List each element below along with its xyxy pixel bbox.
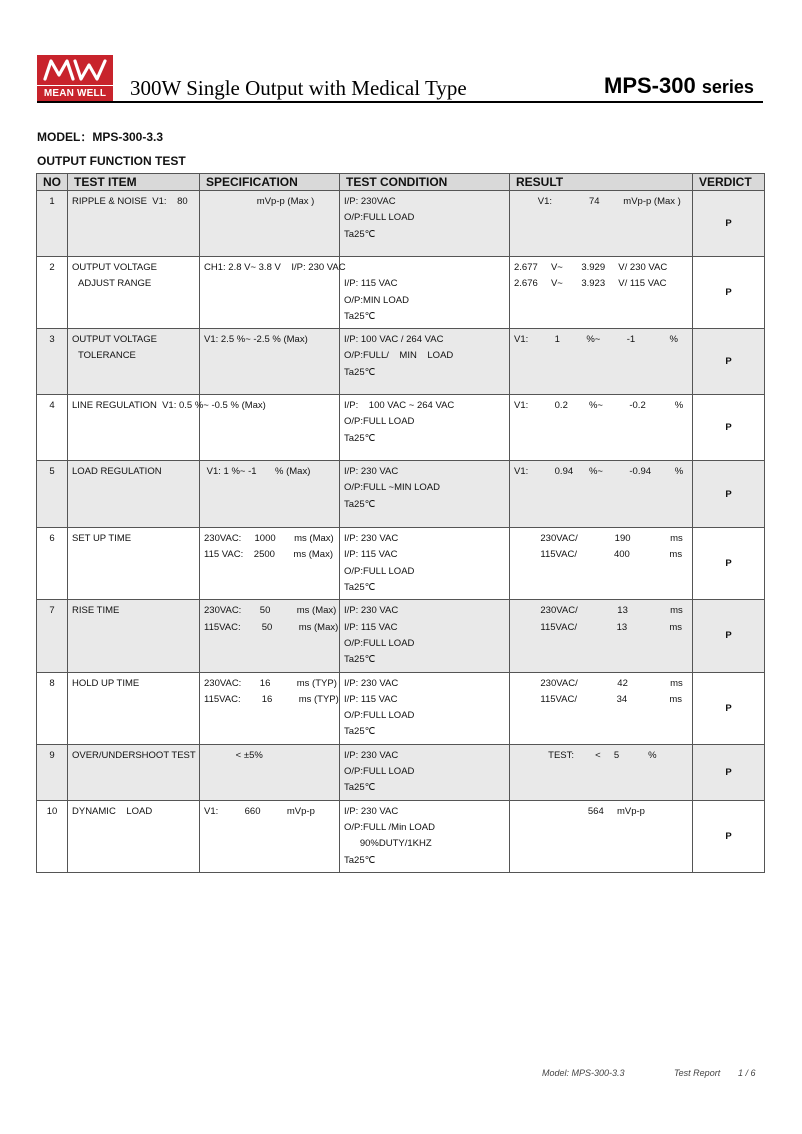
cond-line: I/P: 115 VAC <box>344 621 398 633</box>
cond-line: O/P:MIN LOAD <box>344 294 409 306</box>
cond-line: O/P:FULL LOAD <box>344 637 415 649</box>
item-line: OUTPUT VOLTAGE <box>72 334 157 346</box>
spec-line: < ±5% <box>204 749 263 761</box>
item-line: HOLD UP TIME <box>72 677 140 689</box>
series-name: MPS-300 <box>604 73 696 98</box>
cond-line: Ta25℃ <box>344 310 376 322</box>
cond-line: I/P: 230 VAC <box>344 466 399 478</box>
test-item-cell <box>68 329 200 395</box>
test-item-cell <box>68 672 200 744</box>
test-condition-cell <box>340 800 510 872</box>
cond-line: O/P:FULL LOAD <box>344 416 415 428</box>
row-number <box>37 800 68 872</box>
table-row <box>37 528 765 600</box>
section-title: OUTPUT FUNCTION TEST <box>37 154 186 168</box>
spec-line: 230VAC: 1000 ms (Max) <box>204 533 334 545</box>
cond-line: O/P:FULL ~MIN LOAD <box>344 482 440 494</box>
cond-line: Ta25℃ <box>344 782 376 794</box>
result-cell <box>510 800 693 872</box>
table-row <box>37 800 765 872</box>
series-suffix: series <box>701 77 754 97</box>
table-row <box>37 329 765 395</box>
cond-line: I/P: 230 VAC <box>344 605 399 617</box>
row-number-text: 2 <box>49 262 55 273</box>
result-line: TEST: < 5 % <box>514 749 657 761</box>
test-condition-cell <box>340 395 510 461</box>
row-number <box>37 329 68 395</box>
verdict-cell: P <box>693 395 765 461</box>
test-item-cell <box>68 191 200 257</box>
cond-line: Ta25℃ <box>344 498 376 510</box>
row-number <box>37 191 68 257</box>
col-header-test-item: TEST ITEM <box>68 174 200 191</box>
cond-line: Ta25℃ <box>344 366 376 378</box>
table-header-row <box>37 174 765 191</box>
row-number-text: 1 <box>49 196 55 207</box>
test-item-cell <box>68 600 200 672</box>
result-cell <box>510 257 693 329</box>
spec-line: V1: 1 %~ -1 % (Max) <box>204 466 311 478</box>
cond-line: I/P: 230VAC <box>344 196 396 207</box>
verdict-cell: P <box>693 672 765 744</box>
table-row <box>37 744 765 800</box>
result-cell <box>510 528 693 600</box>
table-body <box>37 191 765 873</box>
footer-model: Model: MPS-300-3.3 <box>542 1068 625 1078</box>
mw-script-icon <box>37 55 113 85</box>
verdict-cell: P <box>693 461 765 528</box>
result-line: 2.676 V~ 3.923 V/ 115 VAC <box>514 278 667 290</box>
result-cell <box>510 395 693 461</box>
result-line: V1: 0.94 %~ -0.94 % <box>514 466 684 478</box>
specification-cell <box>200 191 340 257</box>
verdict-cell: P <box>693 191 765 257</box>
test-condition-cell <box>340 672 510 744</box>
test-condition-cell <box>340 191 510 257</box>
table-row <box>37 600 765 672</box>
cond-line <box>344 260 505 276</box>
spec-line: V1: 2.5 %~ -2.5 % (Max) <box>204 334 308 346</box>
spec-line: 115VAC: 16 ms (TYP) <box>204 693 339 705</box>
output-function-test-table <box>36 173 765 873</box>
result-line: V1: 74 mVp-p (Max ) <box>514 196 681 207</box>
header-divider <box>37 101 763 103</box>
specification-cell <box>200 800 340 872</box>
spec-line: mVp-p (Max ) <box>204 196 315 207</box>
specification-cell <box>200 672 340 744</box>
item-line: SET UP TIME <box>72 533 132 545</box>
test-condition-cell <box>340 461 510 528</box>
specification-cell <box>200 329 340 395</box>
cond-line: I/P: 230 VAC <box>344 533 399 545</box>
test-item-cell <box>68 744 200 800</box>
specification-cell <box>200 600 340 672</box>
footer-report: Test Report <box>674 1068 721 1078</box>
result-line: V1: 0.2 %~ -0.2 % <box>514 400 684 412</box>
cond-line: Ta25℃ <box>344 654 376 666</box>
cond-line: O/P:FULL LOAD <box>344 212 415 224</box>
verdict-cell: P <box>693 800 765 872</box>
cond-line: Ta25℃ <box>344 854 376 866</box>
row-number-text: 6 <box>49 533 55 545</box>
result-line: 115VAC/ 400 ms <box>514 549 683 561</box>
item-line: OUTPUT VOLTAGE <box>72 262 157 273</box>
specification-cell <box>200 257 346 329</box>
row-number-text: 10 <box>46 805 58 817</box>
spec-line: CH1: 2.8 V~ 3.8 V I/P: 230 VAC <box>204 262 346 273</box>
test-condition-cell <box>340 528 510 600</box>
test-item-cell <box>68 528 200 600</box>
item-line: DYNAMIC LOAD <box>72 805 153 817</box>
spec-line: V1: 660 mVp-p <box>204 805 315 817</box>
test-condition-cell <box>340 600 510 672</box>
verdict-cell: P <box>693 744 765 800</box>
cond-line: 90%DUTY/1KHZ <box>344 838 432 850</box>
table-row <box>37 191 765 257</box>
cond-line: I/P: 230 VAC <box>344 749 399 761</box>
verdict-cell: P <box>693 600 765 672</box>
row-number <box>37 461 68 528</box>
result-cell <box>510 191 693 257</box>
verdict-cell: P <box>693 528 765 600</box>
result-cell <box>510 329 693 395</box>
footer-page: 1 / 6 <box>738 1068 756 1078</box>
result-line: 230VAC/ 42 ms <box>514 677 683 689</box>
table-row <box>37 395 765 461</box>
verdict-cell: P <box>693 329 765 395</box>
spec-line: 115 VAC: 2500 ms (Max) <box>204 549 333 561</box>
test-condition-cell <box>340 329 510 395</box>
row-number <box>37 744 68 800</box>
mw-logo-mark <box>37 55 113 85</box>
result-line: V1: 1 %~ -1 % <box>514 334 678 346</box>
col-header-specification: SPECIFICATION <box>200 174 340 191</box>
cond-line: O/P:FULL LOAD <box>344 766 415 778</box>
row-number <box>37 672 68 744</box>
row-number-text: 9 <box>49 749 55 761</box>
item-line: LINE REGULATION V1: 0.5 %~ -0.5 % (Max) <box>72 400 266 412</box>
result-cell <box>510 600 693 672</box>
specification-cell <box>200 528 340 600</box>
table-row <box>37 257 765 329</box>
cond-line: Ta25℃ <box>344 726 376 738</box>
row-number <box>37 257 68 329</box>
row-number <box>37 395 68 461</box>
col-header-result: RESULT <box>510 174 693 191</box>
cond-line: O/P:FULL/ MIN LOAD <box>344 350 454 362</box>
cond-line: I/P: 115 VAC <box>344 693 398 705</box>
logo-wordmark: MEAN WELL <box>37 86 113 101</box>
cond-line: Ta25℃ <box>344 228 376 240</box>
row-number-text: 5 <box>49 466 55 478</box>
col-header-verdict: VERDICT <box>693 174 765 191</box>
test-item-cell <box>68 461 200 528</box>
test-item-cell <box>68 257 200 329</box>
result-line: 230VAC/ 190 ms <box>514 533 683 545</box>
col-header-no: NO <box>37 174 68 191</box>
cond-line: O/P:FULL LOAD <box>344 565 415 577</box>
cond-line: I/P: 115 VAC <box>344 278 398 290</box>
item-line: RISE TIME <box>72 605 120 617</box>
result-line: 2.677 V~ 3.929 V/ 230 VAC <box>514 262 668 273</box>
cond-line: O/P:FULL LOAD <box>344 710 415 722</box>
model-label: MODEL：MPS-300-3.3 <box>37 130 164 144</box>
test-condition-cell <box>340 744 510 800</box>
spec-line: 115VAC: 50 ms (Max) <box>204 621 339 633</box>
item-line: RIPPLE & NOISE V1: 80 <box>72 196 188 207</box>
row-number-text: 8 <box>49 677 55 689</box>
result-line: 115VAC/ 34 ms <box>514 693 683 705</box>
item-line: ADJUST RANGE <box>78 278 152 290</box>
cond-line: I/P: 230 VAC <box>344 677 399 689</box>
test-item-cell <box>68 800 200 872</box>
item-line: OVER/UNDERSHOOT TEST <box>72 749 196 761</box>
result-cell <box>510 744 693 800</box>
result-line: 230VAC/ 13 ms <box>514 605 683 617</box>
verdict-cell: P <box>693 257 765 329</box>
spec-line: 230VAC: 16 ms (TYP) <box>204 677 337 689</box>
table-row <box>37 672 765 744</box>
spec-line: 230VAC: 50 ms (Max) <box>204 605 337 617</box>
cond-line: I/P: 100 VAC ~ 264 VAC <box>344 400 455 412</box>
cond-line: Ta25℃ <box>344 582 376 594</box>
row-number-text: 3 <box>49 334 55 346</box>
mean-well-logo <box>37 55 113 101</box>
item-line: TOLERANCE <box>78 350 136 362</box>
row-number-text: 4 <box>49 400 55 412</box>
table-row <box>37 461 765 528</box>
item-line: LOAD REGULATION <box>72 466 162 478</box>
row-number <box>37 528 68 600</box>
document-title: 300W Single Output with Medical Type <box>130 76 467 100</box>
series-title <box>604 73 754 99</box>
specification-cell <box>200 744 340 800</box>
result-line: 564 mVp-p <box>514 805 645 817</box>
test-condition-cell <box>340 257 510 329</box>
row-number-text: 7 <box>49 605 55 617</box>
col-header-test-condition: TEST CONDITION <box>340 174 510 191</box>
specification-cell <box>200 461 340 528</box>
cond-line: I/P: 230 VAC <box>344 805 399 817</box>
cond-line: O/P:FULL /Min LOAD <box>344 821 435 833</box>
row-number <box>37 600 68 672</box>
result-cell <box>510 672 693 744</box>
cond-line: I/P: 115 VAC <box>344 549 398 561</box>
cond-line: I/P: 100 VAC / 264 VAC <box>344 334 444 346</box>
test-item-cell <box>68 395 266 461</box>
cond-line: Ta25℃ <box>344 432 376 444</box>
result-line: 115VAC/ 13 ms <box>514 621 683 633</box>
result-cell <box>510 461 693 528</box>
